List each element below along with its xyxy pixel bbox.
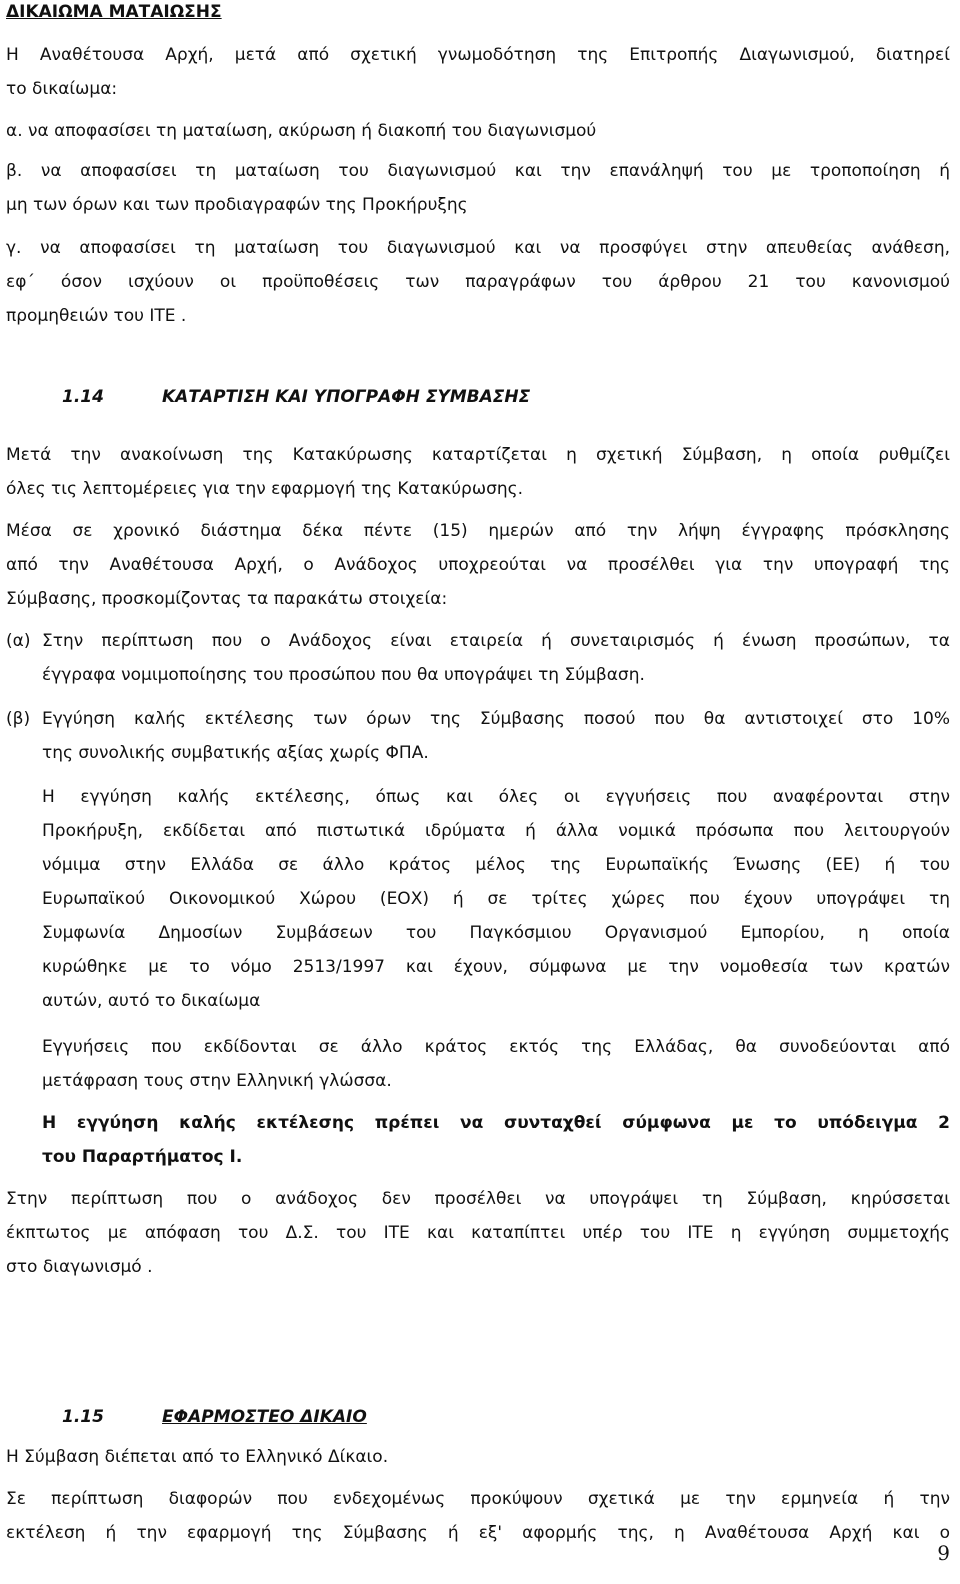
text-line: αυτών, αυτό το δικαίωμα [42, 991, 261, 1011]
text-line: στο διαγωνισμό . [6, 1257, 153, 1277]
paragraph-guarantee-details [42, 780, 950, 1018]
section-cancellation [6, 0, 950, 29]
text-line: Εγγυήσεις που εκδίδονται σε άλλο κράτος εκτός της Ελλάδας, θα συνοδεύονται από [42, 1037, 950, 1057]
text-line: α. να αποφασίσει τη ματαίωση, ακύρωση ή διακοπή του διαγωνισμού [6, 121, 597, 141]
page-number: 9 [937, 1541, 950, 1565]
text-line: από την Αναθέτουσα Αρχή, ο Ανάδοχος υποχρεούται να προσέλθει για την υπογραφή της [6, 555, 950, 575]
text-line: β. να αποφασίσει τη ματαίωση του διαγωνισμού και την επανάληψή του με τροποποίηση ή [6, 161, 950, 181]
text-line: έγγραφα νομιμοποίησης του προσώπου που θα υπογράψει τη Σύμβαση. [42, 665, 645, 685]
text-line: Η εγγύηση καλής εκτέλεσης, όπως και όλες οι εγγυήσεις που αναφέρονται στην [42, 787, 950, 807]
text-line: έκπτωτος με απόφαση του Δ.Σ. του ΙΤΕ και καταπίπτει υπέρ του ΙΤΕ η εγγύηση συμμετοχής [6, 1223, 950, 1243]
list-item-alpha-docs [42, 624, 950, 692]
paragraph-foreign-guarantees [42, 1030, 950, 1098]
paragraph-law-2 [6, 1482, 950, 1550]
paragraph-cancellation-intro [6, 38, 950, 106]
text-line: προμηθειών του ΙΤΕ . [6, 306, 187, 326]
text-line: μετάφραση τους στην Ελληνική γλώσσα. [42, 1071, 392, 1091]
text-line: το δικαίωμα: [6, 79, 118, 99]
list-item-alpha [6, 114, 950, 148]
text-line: εκτέλεση ή την εφαρμογή της Σύμβασης ή εξ' αφορμής της, η Αναθέτουσα Αρχή και ο [6, 1523, 950, 1543]
text-line: Ευρωπαϊκού Οικονομικού Χώρου (ΕΟΧ) ή σε τρίτες χώρες που έχουν υπογράψει τη [42, 889, 950, 909]
paragraph-law-1 [6, 1440, 950, 1474]
section-title-cancellation: ΔΙΚΑΙΩΜΑ ΜΑΤΑΙΩΣΗΣ [6, 2, 222, 22]
text-line: Εγγύηση καλής εκτέλεσης των όρων της Σύμβασης ποσού που θα αντιστοιχεί στο 10% [42, 709, 950, 729]
paragraph-contract-2 [6, 514, 950, 616]
section-title-law: ΕΦΑΡΜΟΣΤΕΟ ΔΙΚΑΙΟ [162, 1407, 367, 1427]
text-line: γ. να αποφασίσει τη ματαίωση του διαγωνισμού και να προσφύγει στην απευθείας ανάθεση, [6, 238, 950, 258]
paragraph-guarantee-template [42, 1106, 950, 1174]
text-line: Στην περίπτωση που ο ανάδοχος δεν προσέλθει να υπογράψει τη Σύμβαση, κηρύσσεται [6, 1189, 950, 1209]
text-line: Μέσα σε χρονικό διάστημα δέκα πέντε (15) ημερών από την λήψη έγγραφης πρόσκλησης [6, 521, 950, 541]
text-line: της συνολικής συμβατικής αξίας χωρίς ΦΠΑ. [42, 743, 429, 763]
list-item-gamma [6, 231, 950, 333]
text-line: Στην περίπτωση που ο Ανάδοχος είναι εταιρεία ή συνεταιρισμός ή ένωση προσώπων, τα [42, 631, 950, 651]
list-marker-beta: (β) [6, 709, 31, 729]
text-line: νόμιμα στην Ελλάδα σε άλλο κράτος μέλος της Ευρωπαϊκής Ένωσης (ΕΕ) ή του [42, 855, 950, 875]
text-line: Συμφωνία Δημοσίων Συμβάσεων του Παγκόσμιου Οργανισμού Εμπορίου, η οποία [42, 923, 950, 943]
list-item-beta [6, 154, 950, 222]
text-line: εφ΄ όσον ισχύουν οι προϋποθέσεις των παραγράφων του άρθρου 21 του κανονισμού [6, 272, 950, 292]
text-line: Προκήρυξη, εκδίδεται από πιστωτικά ιδρύματα ή άλλα νομικά πρόσωπα που λειτουργούν [42, 821, 950, 841]
text-line: Η Αναθέτουσα Αρχή, μετά από σχετική γνωμοδότηση της Επιτροπής Διαγωνισμού, διατηρεί [6, 45, 950, 65]
text-line: όλες τις λεπτομέρειες για την εφαρμογή της Κατακύρωσης. [6, 479, 524, 499]
text-line: του Παραρτήματος Ι. [42, 1147, 243, 1167]
text-line: Σύμβασης, προσκομίζοντας τα παρακάτω στοιχεία: [6, 589, 448, 609]
text-line: Η εγγύηση καλής εκτέλεσης πρέπει να συνταχθεί σύμφωνα με το υπόδειγμα 2 [42, 1113, 950, 1133]
section-number-1-14: 1.14 [62, 387, 104, 407]
list-marker-alpha: (α) [6, 631, 31, 651]
text-line: Η Σύμβαση διέπεται από το Ελληνικό Δίκαιο. [6, 1447, 389, 1467]
text-line: μη των όρων και των προδιαγραφών της Προκήρυξης [6, 195, 468, 215]
paragraph-forfeiture [6, 1182, 950, 1284]
paragraph-contract-1 [6, 438, 950, 506]
list-item-beta-guarantee [42, 702, 950, 770]
text-line: κυρώθηκε με το νόμο 2513/1997 και έχουν, σύμφωνα με την νομοθεσία των κρατών [42, 957, 950, 977]
section-number-1-15: 1.15 [62, 1407, 104, 1427]
section-title-contract: ΚΑΤΑΡΤΙΣΗ ΚΑΙ ΥΠΟΓΡΑΦΗ ΣΥΜΒΑΣΗΣ [162, 387, 531, 407]
text-line: Σε περίπτωση διαφορών που ενδεχομένως προκύψουν σχετικά με την ερμηνεία ή την [6, 1489, 950, 1509]
text-line: Μετά την ανακοίνωση της Κατακύρωσης καταρτίζεται η σχετική Σύμβαση, η οποία ρυθμίζει [6, 445, 950, 465]
